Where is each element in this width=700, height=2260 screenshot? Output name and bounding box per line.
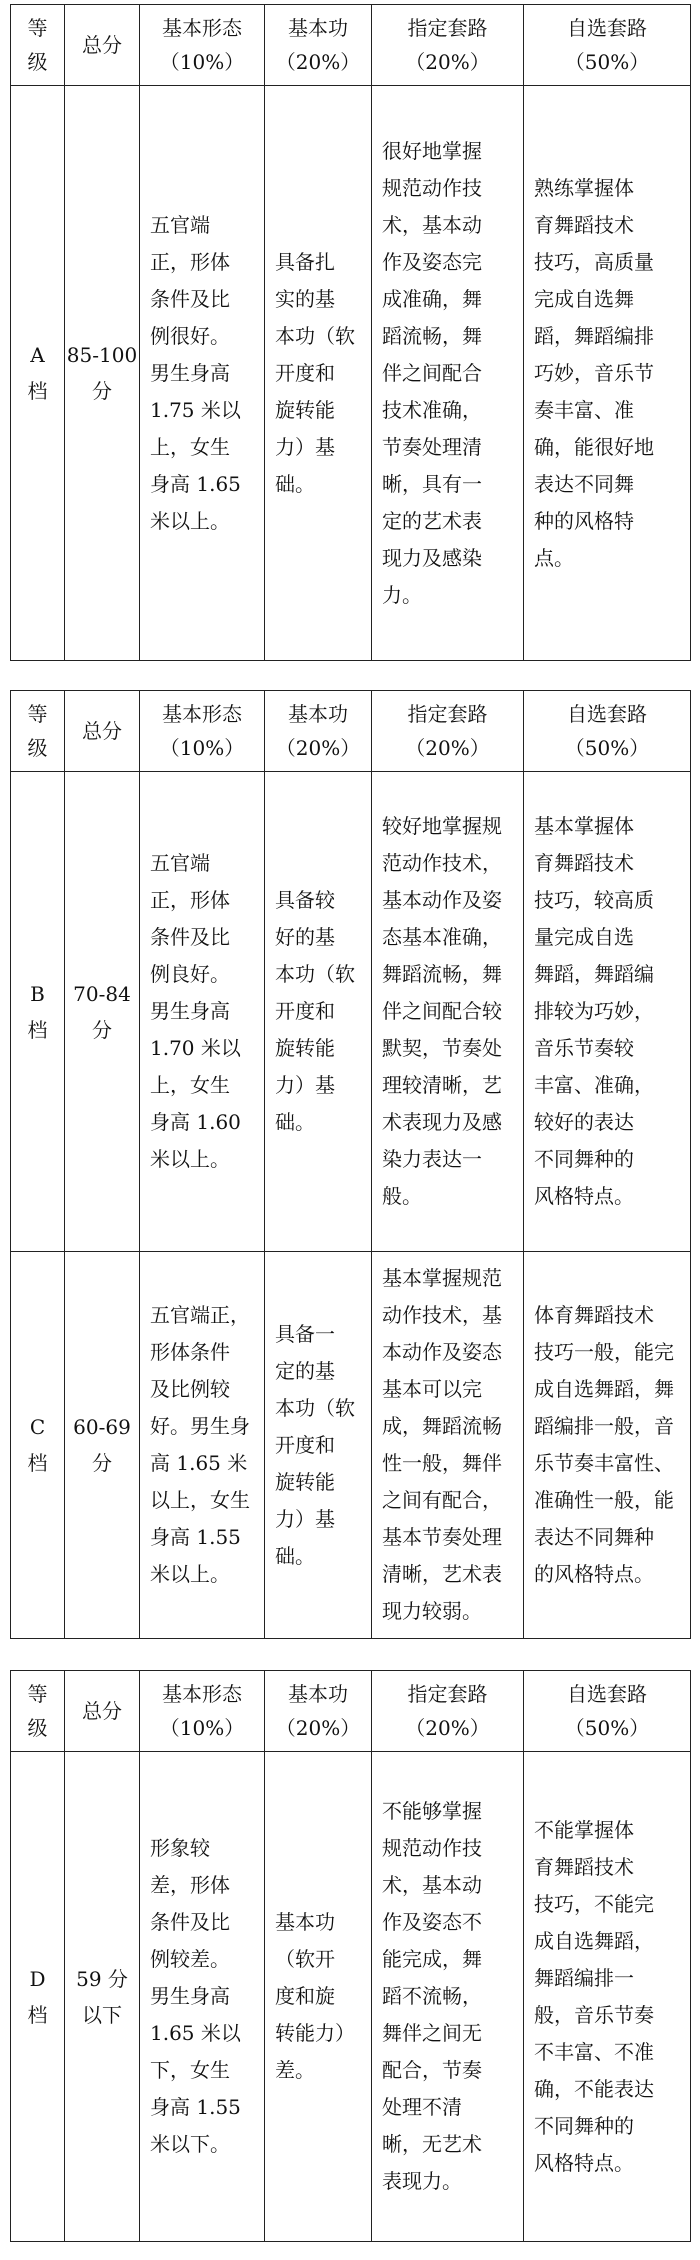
form-cell: 五官端 正，形体 条件及比 例良好。 男生身高 1.70 米以 上，女生 身高 1.60 米以上。 xyxy=(140,772,265,1252)
header-free: 自选套路 （50%） xyxy=(524,691,691,772)
header-total: 总分 xyxy=(65,691,140,772)
grade-cell: A 档 xyxy=(11,86,65,661)
header-form: 基本形态 （10%） xyxy=(140,1671,265,1752)
set-cell: 基本掌握规范 动作技术，基 本动作及姿态 基本可以完 成，舞蹈流畅 性一般，舞伴 之间有配合， 基本节奏处理 清晰，艺术表 现力较弱。 xyxy=(372,1252,524,1639)
free-cell: 不能掌握体 育舞蹈技术 技巧，不能完 成自选舞蹈， 舞蹈编排一 般，音乐节奏 不丰富、不准 确，不能表达 不同舞种的 风格特点。 xyxy=(524,1752,691,2242)
free-cell: 基本掌握体 育舞蹈技术 技巧，较高质 量完成自选 舞蹈，舞蹈编 排较为巧妙， 音乐节奏较 丰富、准确， 较好的表达 不同舞种的 风格特点。 xyxy=(524,772,691,1252)
skill-cell: 具备扎 实的基 本功（软 开度和 旋转能 力）基 础。 xyxy=(265,86,372,661)
form-cell: 五官端正， 形体条件 及比例较 好。男生身 高 1.65 米 以上，女生 身高 1.55 米以上。 xyxy=(140,1252,265,1639)
set-cell: 较好地掌握规 范动作技术， 基本动作及姿 态基本准确， 舞蹈流畅，舞 伴之间配合较 默契，节奏处 理较清晰，艺 术表现力及感 染力表达一 般。 xyxy=(372,772,524,1252)
grade-table-d xyxy=(10,1670,691,2242)
header-form: 基本形态 （10%） xyxy=(140,5,265,86)
header-free: 自选套路 （50%） xyxy=(524,1671,691,1752)
header-grade: 等 级 xyxy=(11,5,65,86)
header-grade: 等 级 xyxy=(11,691,65,772)
header-form: 基本形态 （10%） xyxy=(140,691,265,772)
skill-cell: 具备较 好的基 本功（软 开度和 旋转能 力）基 础。 xyxy=(265,772,372,1252)
score-cell: 70-84 分 xyxy=(65,772,140,1252)
free-cell: 熟练掌握体 育舞蹈技术 技巧，高质量 完成自选舞 蹈，舞蹈编排 巧妙，音乐节 奏丰富、准 确，能很好地 表达不同舞 种的风格特 点。 xyxy=(524,86,691,661)
grade-cell: B 档 xyxy=(11,772,65,1252)
header-row xyxy=(11,1671,691,1752)
header-skill: 基本功 （20%） xyxy=(265,691,372,772)
header-total: 总分 xyxy=(65,5,140,86)
table-row xyxy=(11,772,691,1252)
grade-cell: C 档 xyxy=(11,1252,65,1639)
header-grade: 等 级 xyxy=(11,1671,65,1752)
header-set: 指定套路 （20%） xyxy=(372,691,524,772)
table-row xyxy=(11,86,691,661)
header-row xyxy=(11,5,691,86)
header-total: 总分 xyxy=(65,1671,140,1752)
score-cell: 60-69 分 xyxy=(65,1252,140,1639)
free-cell: 体育舞蹈技术 技巧一般，能完 成自选舞蹈，舞 蹈编排一般，音 乐节奏丰富性、 准确性一般，能 表达不同舞种 的风格特点。 xyxy=(524,1252,691,1639)
header-row xyxy=(11,691,691,772)
form-cell: 五官端 正，形体 条件及比 例很好。 男生身高 1.75 米以 上，女生 身高 1.65 米以上。 xyxy=(140,86,265,661)
grade-table-a xyxy=(10,4,691,661)
grade-table-bc xyxy=(10,690,691,1639)
skill-cell: 具备一 定的基 本功（软 开度和 旋转能 力）基 础。 xyxy=(265,1252,372,1639)
header-skill: 基本功 （20%） xyxy=(265,5,372,86)
set-cell: 不能够掌握 规范动作技 术，基本动 作及姿态不 能完成，舞 蹈不流畅， 舞伴之间无 配合，节奏 处理不清 晰，无艺术 表现力。 xyxy=(372,1752,524,2242)
table-row xyxy=(11,1252,691,1639)
skill-cell: 基本功 （软开 度和旋 转能力） 差。 xyxy=(265,1752,372,2242)
header-set: 指定套路 （20%） xyxy=(372,1671,524,1752)
header-free: 自选套路 （50%） xyxy=(524,5,691,86)
score-cell: 85-100 分 xyxy=(65,86,140,661)
score-cell: 59 分 以下 xyxy=(65,1752,140,2242)
set-cell: 很好地掌握 规范动作技 术，基本动 作及姿态完 成准确，舞 蹈流畅，舞 伴之间配合 技术准确， 节奏处理清 晰，具有一 定的艺术表 现力及感染 力。 xyxy=(372,86,524,661)
form-cell: 形象较 差，形体 条件及比 例较差。 男生身高 1.65 米以 下，女生 身高 1.55 米以下。 xyxy=(140,1752,265,2242)
header-set: 指定套路 （20%） xyxy=(372,5,524,86)
header-skill: 基本功 （20%） xyxy=(265,1671,372,1752)
grade-cell: D 档 xyxy=(11,1752,65,2242)
table-row xyxy=(11,1752,691,2242)
